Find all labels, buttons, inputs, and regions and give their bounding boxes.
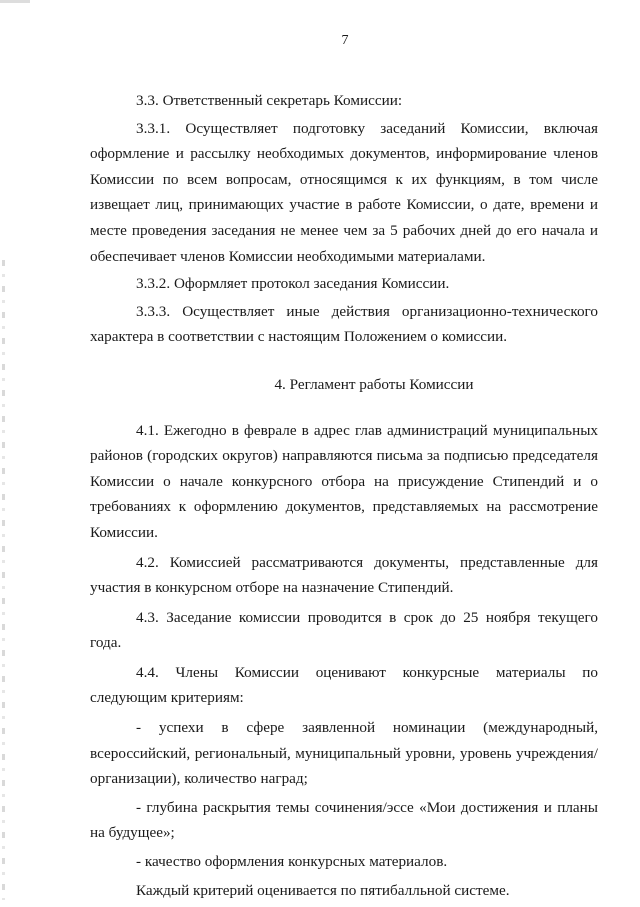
paragraph-3-3: 3.3. Ответственный секретарь Комиссии: xyxy=(136,92,403,109)
paragraph-4-2: 4.2. Комиссией рассматриваются документы, представленные для участия в конкурсном отборе на назначение Стипендий. xyxy=(90,553,598,597)
document-body xyxy=(90,88,598,907)
paragraph-3-3-1: 3.3.1. Осуществляет подготовку заседаний Комиссии, включая оформление и рассылку необходимых документов, информирование членов Комиссии по всем вопросам, относящимся к их функциям, в том числе извещает лиц, принимающих участие в работе Комиссии, о дате, времени и месте проведения заседания не менее чем за 5 рабочих дней до его начала и обеспечивает членов Комиссии необходимыми материалами. xyxy=(90,119,598,265)
section-heading: 4. Регламент работы Комиссии xyxy=(274,375,474,393)
criterion-materials-quality: - качество оформления конкурсных материалов. xyxy=(136,853,448,871)
scan-artifact-top xyxy=(0,0,30,3)
scan-artifact-edge xyxy=(2,260,5,900)
paragraph-3-3-3: 3.3.3. Осуществляет иные действия организационно-технического характера в соответствии с настоящим Положением о комиссии. xyxy=(90,302,598,346)
paragraph-4-1: 4.1. Ежегодно в феврале в адрес глав администраций муниципальных районов (городских округов) направляются письма за подписью председателя Комиссии о начале конкурсного отбора на присуждение Стипендий и о требованиях к оформлению документов, представляемых на рассмотрение Комиссии. xyxy=(90,421,598,541)
paragraph-4-4: 4.4. Члены Комиссии оценивают конкурсные материалы по следующим критериям: xyxy=(90,663,598,707)
criterion-essay-depth: - глубина раскрытия темы сочинения/эссе «Мои достижения и планы на будущее»; xyxy=(90,798,598,842)
paragraph-4-3: 4.3. Заседание комиссии проводится в срок до 25 ноября текущего года. xyxy=(90,608,598,652)
page-number: 7 xyxy=(341,33,349,48)
criterion-achievements: - успехи в сфере заявленной номинации (международный, всероссийский, региональный, муниципальный уровни, уровень учреждения/организации), количество наград; xyxy=(90,719,598,788)
paragraph-scoring: Каждый критерий оценивается по пятибалльной системе. xyxy=(136,881,510,899)
paragraph-3-3-2: 3.3.2. Оформляет протокол заседания Комиссии. xyxy=(136,275,450,293)
